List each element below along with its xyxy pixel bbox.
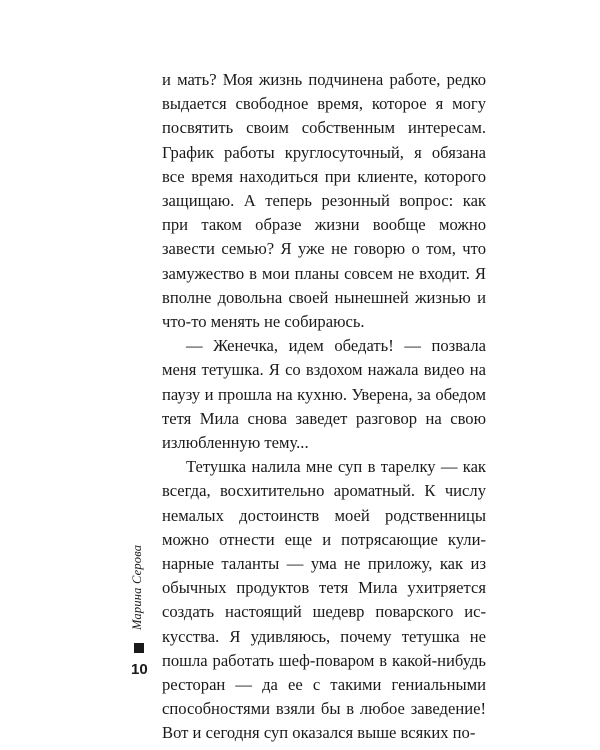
paragraph-3: Тетушка налила мне суп в тарелку — как всегда, восхитительно ароматный. К числу немалых достоинств моей родственницы можно отнести еще и потрясающие кулинарные таланты — ума не приложу, как из обычных продуктов тетя Мила ухитряется создать настоящий шедевр поварского искусства. Я удивляюсь, почему тетушка не пошла работать шеф-поваром в какой-нибудь ресторан — да ее с такими гениальными способностями взяли бы в любое заведение! Вот и сегодня суп оказался выше всяких по- <box>162 457 486 743</box>
paragraph-2: — Женечка, идем обедать! — позвала меня тетушка. Я со вздохом нажала видео на паузу и прошла на кухню. Уверена, за обедом тетя Мила снова заведет разговор на свою излюбленную тему... <box>162 336 486 453</box>
body-text <box>162 68 486 746</box>
square-marker-icon <box>134 643 144 653</box>
page-number: 10 <box>131 661 148 678</box>
paragraph-1: и мать? Моя жизнь подчинена работе, редко выдается свободное время, которое я могу посвятить своим собственным интересам. График работы круглосуточный, я обязана все время находиться при клиенте, которого защищаю. А теперь резонный вопрос: как при таком образе жизни вообще можно завести семью? Я уже не говорю о том, что замужество в мои планы совсем не входит. Я вполне довольна своей нынешней жизнью и что-то менять не собираюсь. <box>162 70 486 332</box>
running-head-author: Марина Серова <box>130 544 144 630</box>
